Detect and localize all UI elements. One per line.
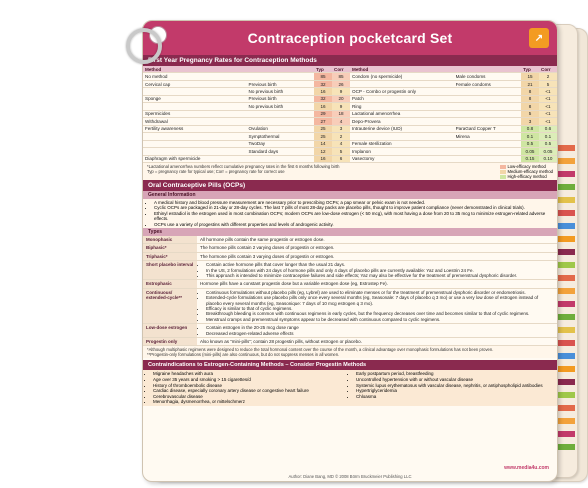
card-title-bar (143, 21, 557, 55)
general-info-item: • A medical history and blood pressure measurement are necessary prior to prescribing OCPs; a pap smear or pelvic exam is not needed. (154, 200, 553, 205)
edge-tab-stripe (555, 418, 575, 424)
method-cell: Patch (350, 95, 454, 102)
edge-tab-stripe (555, 236, 575, 242)
sub-cell: TwoDay (247, 140, 315, 147)
ocp-type-row (143, 280, 557, 288)
col-typ: Typ (521, 66, 539, 73)
sub-cell (454, 148, 521, 155)
cor-cell: 2 (332, 133, 350, 140)
sub-cell: Previous birth (247, 80, 315, 87)
pregnancy-row (143, 95, 350, 102)
edge-tab-stripe (555, 431, 575, 437)
method-cell: Cervical cap (143, 80, 247, 87)
ocp-type-text (197, 289, 557, 323)
sub-cell: Standard days (247, 148, 315, 155)
pregnancy-row (350, 140, 557, 147)
col-method: Method (143, 66, 314, 73)
cor-cell: <1 (539, 95, 557, 102)
ocp-type-row (143, 338, 557, 346)
ocp-type-bullet: • Menstrual cramps and premenstrual symptoms appear to be decreased with continuous compared to cyclic regimens. (206, 317, 554, 322)
edge-tab-stripe (555, 340, 575, 346)
pregnancy-row (350, 80, 557, 87)
cor-cell: 5 (332, 148, 350, 155)
sub-cell (454, 103, 521, 110)
ocp-type-row (143, 324, 557, 338)
typ-cell: 8 (521, 95, 539, 102)
pregnancy-row (143, 155, 350, 162)
method-cell: OCP - Combo or progestin only (350, 88, 454, 95)
ocp-type-text (197, 324, 302, 337)
edge-tab-stripe (555, 379, 575, 385)
method-cell: Fertility awareness (143, 125, 247, 132)
legend-low: Low-efficacy method (500, 164, 545, 169)
pregnancy-row (143, 118, 350, 125)
cor-cell: 0.05 (539, 148, 557, 155)
typ-cell: 16 (314, 155, 332, 162)
contraindication-item: • Age over 35 years and smoking > 15 cigarettes/d (153, 377, 350, 383)
ocp-type-row (143, 261, 557, 280)
general-info-item: • OCPs use a variety of progestins with different properties and levels of androgenic activity. (154, 222, 553, 227)
contraindication-item: • Cerebrovascular disease (153, 394, 350, 400)
ocp-type-bullet: • Contain active hormone pills that cover longer than the usual 21 days. (206, 262, 517, 267)
pregnancy-row (350, 103, 557, 110)
pregnancy-row (143, 88, 350, 95)
edge-tab-stripe (555, 405, 575, 411)
method-cell: Lactational amenorrhea (350, 110, 454, 117)
ocp-type-bullet: • Contain estrogen in the 20-25 mcg dose range (206, 325, 299, 330)
sub-cell: ParaGard Copper T (454, 125, 521, 132)
pregnancy-row (143, 73, 350, 80)
cor-cell: 85 (332, 73, 350, 80)
cor-cell: 2 (539, 73, 557, 80)
sub-cell: Symptothermal (247, 133, 315, 140)
edge-tab-stripe (555, 197, 575, 203)
legend-high: High-efficacy method (500, 174, 546, 179)
footnote: **Progestin-only formulations (mini-pills) are also continuous, but do not suppress menses in all women. (147, 352, 340, 358)
method-cell: Spermicides (143, 110, 247, 117)
pregnancy-row (143, 148, 350, 155)
cor-cell: 0.5 (539, 140, 557, 147)
cor-cell: 0.6 (539, 125, 557, 132)
pregnancy-row (143, 80, 350, 87)
cor-cell: 9 (332, 88, 350, 95)
cor-cell: 20 (332, 95, 350, 102)
ocp-type-text: The hormone pills contain 2 varying doses of progestin or estrogen. (200, 245, 335, 251)
sub-cell (454, 140, 521, 147)
card-title: Contraception pocketcard Set (247, 30, 453, 46)
cor-cell: 6 (332, 155, 350, 162)
method-cell: Diaphragm with spermicide (143, 155, 247, 162)
col-typ: Typ (314, 66, 332, 73)
method-cell: Vasectomy (350, 155, 454, 162)
sub-cell: Mirena (454, 133, 521, 140)
method-cell (143, 140, 247, 147)
types-footnotes (143, 346, 557, 358)
typ-cell: 25 (314, 133, 332, 140)
edge-tab-stripe (555, 171, 575, 177)
typ-cell: 0.5 (521, 140, 539, 147)
method-cell (350, 80, 454, 87)
sub-cell (454, 118, 521, 125)
general-info-item: • Ethinyl estradiol is the estrogen used in most combination OCPs; modern OCPs are low-dose estrogen (< 50 mcg), with most having a dose from 20 to 35 mcg to minimize estrogen-related adverse effects. (154, 211, 553, 222)
edge-tab-stripe (555, 353, 575, 359)
typ-cell: 5 (521, 110, 539, 117)
contraindication-item: • Hypertriglyceridemia (356, 388, 553, 394)
method-cell: Withdrawal (143, 118, 247, 125)
contraindications-list (143, 370, 557, 406)
cor-cell: 4 (332, 118, 350, 125)
pregnancy-row (143, 133, 350, 140)
method-cell: No method (143, 73, 247, 80)
ocp-type-row (143, 253, 557, 261)
general-info (143, 199, 557, 228)
sub-cell (454, 88, 521, 95)
cor-cell: 0.10 (539, 155, 557, 162)
ocp-type-text: Also known as “mini-pills”; contain 28 progestin pills, without estrogen or placebo. (200, 338, 362, 344)
method-cell: Ring (350, 103, 454, 110)
edge-tab-stripe (555, 184, 575, 190)
contraindication-item: • Uncontrolled hypertension with or without vascular disease (356, 377, 553, 383)
typ-cell: 3 (521, 118, 539, 125)
edge-tab-stripe (555, 210, 575, 216)
pregnancy-row (350, 110, 557, 117)
typ-cell: 32 (314, 80, 332, 87)
cor-cell: <1 (539, 88, 557, 95)
sub-cell (247, 118, 315, 125)
binder-ring (126, 28, 162, 64)
cor-cell: <1 (539, 103, 557, 110)
col-cor: Corr (539, 66, 557, 73)
method-cell (143, 103, 247, 110)
typ-cell: 85 (314, 73, 332, 80)
cor-cell: 5 (539, 80, 557, 87)
sub-cell (454, 95, 521, 102)
edge-tab-stripe (555, 262, 575, 268)
pregnancy-row (143, 140, 350, 147)
sub-cell (247, 155, 315, 162)
edge-tab-stripe (555, 223, 575, 229)
sub-cell (454, 110, 521, 117)
method-cell: Intrauterine device (IUD) (350, 125, 454, 132)
pregnancy-row (143, 110, 350, 117)
typ-cell: 14 (314, 140, 332, 147)
sub-cell: No previous birth (247, 103, 315, 110)
edge-tab-stripe (555, 392, 575, 398)
method-cell (350, 133, 454, 140)
edge-tab-stripe (555, 288, 575, 294)
contraindications-heading: Contraindications to Estrogen-Containing Methods – Consider Progestin Methods (143, 360, 557, 370)
contraindication-item: • Cardiac disease, especially coronary artery disease or congestive heart failure (153, 388, 350, 394)
method-cell: Implanon (350, 148, 454, 155)
contraindication-item: • Migraine headaches with aura (153, 371, 350, 377)
publisher-logo-icon: ↗ (529, 28, 549, 48)
edge-tab-stripe (555, 158, 575, 164)
sub-cell (247, 73, 315, 80)
typ-cell: 0.15 (521, 155, 539, 162)
method-cell: Sponge (143, 95, 247, 102)
ocp-type-text (197, 261, 520, 279)
footnote: Typ = pregnancy rate for typical use; Corr = pregnancy rate for correct use (147, 169, 285, 175)
method-cell: Depo-Provera (350, 118, 454, 125)
col-method: Method (350, 66, 521, 73)
ocp-type-label: Low-dose estrogen (143, 324, 197, 337)
typ-cell: 0.05 (521, 148, 539, 155)
cor-cell: 9 (332, 103, 350, 110)
ocp-type-label: Monophasic (143, 236, 197, 243)
ocp-type-bullet: • This approach is intended to minimize contraceptive failures and side effects; Yaz may also be effective for the treatment of premenstrual dysphoric disorder. (206, 273, 517, 278)
ocp-type-text: Hormone pills have a constant progestin dose but a variable estrogen dose (eg, Estrostep Fe). (200, 281, 388, 287)
edge-tab-stripe (555, 327, 575, 333)
cor-cell: 26 (332, 80, 350, 87)
ocp-type-row (143, 236, 557, 244)
ocp-type-label: Continuous/ extended-cycle** (143, 289, 197, 323)
card-edge-tabs (555, 145, 575, 475)
ocp-type-label: Triphasic* (143, 253, 197, 260)
edge-tab-stripe (555, 275, 575, 281)
typ-cell: 16 (314, 103, 332, 110)
cor-cell: <1 (539, 118, 557, 125)
sub-cell: Female condoms (454, 80, 521, 87)
pregnancy-row (143, 125, 350, 132)
edge-tab-stripe (555, 249, 575, 255)
pregnancy-footnotes (143, 163, 344, 175)
edge-tab-stripe (555, 314, 575, 320)
legend-medium: Medium-efficacy method (500, 169, 553, 174)
typ-cell: 21 (521, 80, 539, 87)
cor-cell: 18 (332, 110, 350, 117)
pregnancy-row (350, 73, 557, 80)
pregnancy-row (350, 133, 557, 140)
front-card (142, 20, 558, 482)
ocp-heading: Oral Contraceptive Pills (OCPs) (143, 180, 557, 191)
contraindication-item: • Systemic lupus erythematosus with vascular disease, nephritis, or antiphospholipid antibodies (356, 383, 553, 389)
sub-cell: No previous birth (247, 88, 315, 95)
cor-cell: 3 (332, 125, 350, 132)
pregnancy-row (350, 95, 557, 102)
ocp-type-bullet: • Efficacy is similar to that of cyclic regimens. (206, 306, 554, 311)
ocp-type-label: Estrophasic (143, 280, 197, 287)
sub-cell: Male condoms (454, 73, 521, 80)
ocp-type-text: All hormone pills contain the same progestin or estrogen dose. (200, 237, 325, 243)
ocp-type-row (143, 289, 557, 324)
pregnancy-rates-heading: First Year Pregnancy Rates for Contraception Methods (143, 55, 557, 66)
typ-cell: 16 (314, 88, 332, 95)
ocp-type-label: Short placebo interval (143, 261, 197, 279)
typ-cell: 27 (314, 118, 332, 125)
pregnancy-table-right (350, 66, 557, 163)
ocp-type-bullet: • Extended-cycle formulations use placebo pills only once every several months (eg, Seasonale: 7 days of placebo q 3 mo) or use a very low dose of estrogen instead of placebo every several months (eg, Seasonique: 7 days of 10 mcg estrogen q 3 mo). (206, 295, 554, 306)
edge-tab-stripe (555, 301, 575, 307)
pregnancy-row (143, 103, 350, 110)
typ-cell: 29 (314, 110, 332, 117)
ocp-type-text: The hormone pills contain 3 varying doses of progestin or estrogen. (200, 253, 335, 259)
ocp-type-row (143, 244, 557, 252)
contraindication-item: • Menorrhagia, dysmenorrhea, or mittelschmerz (153, 399, 350, 405)
col-cor: Corr (332, 66, 350, 73)
ocp-type-label: Progestin only (143, 338, 197, 345)
edge-tab-stripe (555, 145, 575, 151)
contraindication-item: • Early postpartum period, breastfeeding (356, 371, 553, 377)
ocp-type-bullet: • In the US, 2 formulations with 24 days of hormone pills and only 4 days of placebo pills are currently available: Yaz and Loestrin 24 Fe. (206, 268, 517, 273)
pregnancy-row (350, 155, 557, 162)
ocp-type-bullet: • Decreased estrogen-related adverse effects (206, 331, 299, 336)
typ-cell: 8 (521, 88, 539, 95)
method-cell: Female sterilization (350, 140, 454, 147)
publisher-url[interactable]: www.media4u.com (504, 465, 549, 471)
method-cell (143, 133, 247, 140)
sub-cell: Previous birth (247, 95, 315, 102)
cor-cell: 0.1 (539, 133, 557, 140)
types-heading: Types (143, 228, 557, 236)
efficacy-legend (496, 163, 557, 180)
typ-cell: 8 (521, 103, 539, 110)
cor-cell: <1 (539, 110, 557, 117)
method-cell (143, 148, 247, 155)
edge-tab-stripe (555, 366, 575, 372)
author-credit: Author: Diane Bang, MD © 2008 Börm Bruckmeier Publishing LLC (288, 474, 412, 479)
sub-cell (247, 110, 315, 117)
pregnancy-row (350, 148, 557, 155)
footnote: *Although multiphasic regimens were designed to reduce the total hormonal content over the course of the month, a clinical advantage over monophasic formulations has not been proven. (147, 347, 494, 353)
typ-cell: 12 (314, 148, 332, 155)
pregnancy-row (350, 125, 557, 132)
pregnancy-table-left (143, 66, 350, 163)
pregnancy-rates-table (143, 66, 557, 163)
method-cell (143, 88, 247, 95)
typ-cell: 0.1 (521, 133, 539, 140)
ocp-type-bullet: • Breakthrough bleeding is common with continuous regimens in early cycles, but the frequency decreases over time and becomes similar to that of cyclic regimens. (206, 311, 554, 316)
sub-cell (454, 155, 521, 162)
contraindication-item: • Chloasma (356, 394, 553, 400)
ocp-types-table (143, 236, 557, 346)
general-info-item: • Cyclic OCPs are packaged in 21-day or 28-day cycles. The last 7 pills of most 28-day packs are placebo pills, thought to improve patient compliance (never demonstrated in clinical trials). (154, 205, 553, 210)
sub-cell: Ovulation (247, 125, 315, 132)
pregnancy-row (350, 118, 557, 125)
typ-cell: 0.8 (521, 125, 539, 132)
contraindication-item: • History of thromboembolic disease (153, 383, 350, 389)
method-cell: Condom (no spermicide) (350, 73, 454, 80)
typ-cell: 25 (314, 125, 332, 132)
ocp-type-label: Biphasic* (143, 244, 197, 251)
general-info-heading: General Information (143, 191, 557, 199)
typ-cell: 32 (314, 95, 332, 102)
ocp-type-bullet: • Continuous formulations without placebo pills (eg, Lybrel) are used to eliminate menses or for the treatment of premenstrual dysphoric disorder or endometriosis. (206, 290, 554, 295)
cor-cell: 4 (332, 140, 350, 147)
footnote: *Lactational amenorrhea numbers reflect cumulative pregnancy rates in the first 6 months following birth (147, 164, 340, 170)
typ-cell: 15 (521, 73, 539, 80)
pregnancy-row (350, 88, 557, 95)
edge-tab-stripe (555, 444, 575, 450)
